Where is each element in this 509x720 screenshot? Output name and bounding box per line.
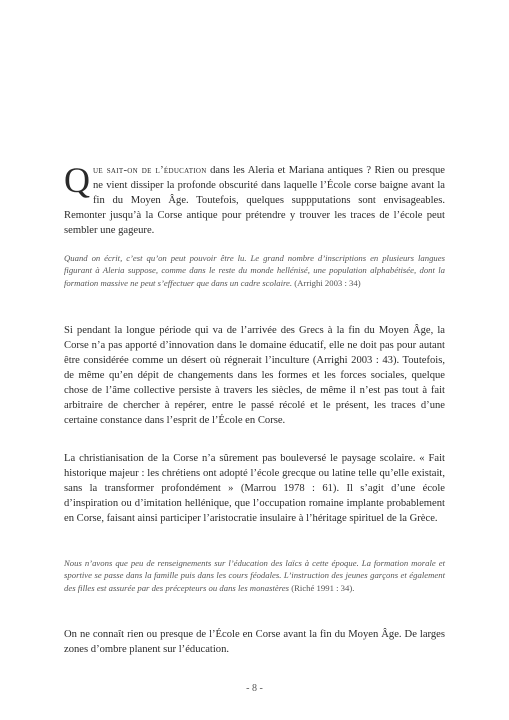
paragraph-3-text: La christianisation de la Corse n’a sûrement pas bouleversé le paysage scolaire. « Fait historique majeur : les chrétiens ont adopté l’école grecque ou latine telle qu’elle existait, sans la transformer profondément » (Marrou 1978 : 61). Il s’agit d’une école d’inspiration ou d’imitation hellénique, que l’occupation romaine implante probablement en Corse, faisant ainsi participer l’aristocratie insulaire à l’héritage spirituel de la Grèce. <box>64 453 445 524</box>
body-paragraph-2 <box>64 323 445 428</box>
body-paragraph-3 <box>64 451 445 526</box>
quote-2-text: Nous n’avons que peu de renseignements sur l’éducation des laïcs à cette époque. La formation morale et sportive se passe dans la famille puis dans les cours féodales. L’instruction des jeunes garçons et également des filles est assurée par des précepteurs ou dans les monastères <box>64 558 445 593</box>
paragraph-4-text: On ne connaît rien ou presque de l’École en Corse avant la fin du Moyen Âge. De larges zones d’ombre planent sur l’éducation. <box>64 629 445 655</box>
quote-block-2 <box>64 557 445 594</box>
quote-block-1 <box>64 252 445 289</box>
intro-text: dans les Aleria et Mariana antiques ? Rien ou presque ne vient dissiper la profonde obscurité dans laquelle l’École corse baigne avant la fin du Moyen Âge. Toutefois, quelques suppputations sont envisageables. Remonter jusqu’à la Corse antique pour prétendre y trouver les traces de l’école peut sembler une gageure. <box>64 165 446 236</box>
page-number: - 8 - <box>246 683 263 694</box>
paragraph-2-text: Si pendant la longue période qui va de l’arrivée des Grecs à la fin du Moyen Âge, la Corse n’a pas apporté d’innovation dans le domaine éducatif, elle ne doit pas pour autant être considérée comme un désert où régnerait l’inculture (Arrighi 2003 : 43). Toutefois, de même qu’en dépit de changements dans les formes et les forces sociales, quelque chose de l’âme collective persiste à travers les siècles, de même il n’est pas tout à fait arbitraire de chercher à repérer, entre le passé récolé et le présent, les traces d’une certaine constance dans l’esprit de l’École en Corse. <box>64 325 445 426</box>
intro-paragraph <box>64 160 446 238</box>
intro-lead: ue sait-on de l’éducation <box>93 165 207 176</box>
body-paragraph-4 <box>64 627 445 657</box>
drop-cap: Q <box>64 160 90 200</box>
quote-2-citation: (Riché 1991 : 34). <box>289 582 355 593</box>
quote-1-text: Quand on écrit, c’est qu’on peut pouvoir être lu. Le grand nombre d’inscriptions en plusieurs langues figurant à Aleria suppose, comme dans le reste du monde hellénisé, une population alphabétisée, dont la formation massive ne peut s’effectuer que dans un cadre scolaire. <box>64 253 445 288</box>
quote-1-citation: (Arrighi 2003 : 34) <box>292 277 361 288</box>
